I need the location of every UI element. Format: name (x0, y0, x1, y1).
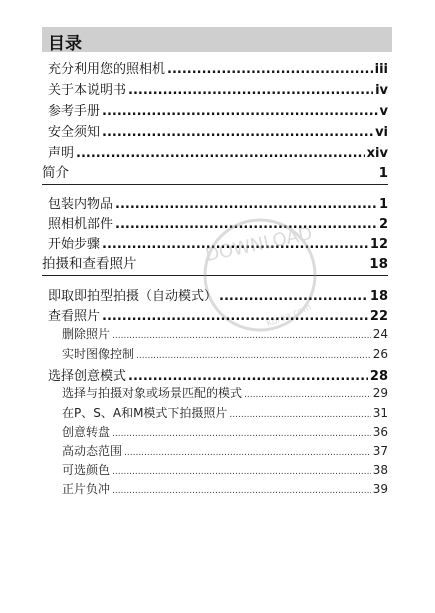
watermark-text-1: DOWNLOAD (203, 223, 315, 267)
dot-leader (229, 410, 370, 420)
toc-entry[interactable] (48, 121, 388, 140)
section-page: 1 (378, 165, 388, 181)
toc-header-bar (42, 27, 392, 52)
entry-title: 开始步骤 (48, 237, 101, 252)
subentry-page: 39 (372, 482, 388, 496)
toc-subentry[interactable] (62, 480, 388, 497)
toc-title: 目录 (48, 34, 82, 54)
entry-page: iii (374, 62, 388, 77)
toc-subentry[interactable] (62, 404, 388, 421)
toc-subentry[interactable] (62, 325, 388, 342)
entry-title: 照相机部件 (48, 217, 114, 232)
entry-page: 18 (369, 289, 388, 304)
entry-title: 选择创意模式 (48, 369, 127, 384)
toc-entry[interactable] (48, 79, 388, 98)
toc-subentry[interactable] (62, 345, 388, 362)
subentry-page: 31 (372, 406, 388, 420)
entry-title: 关于本说明书 (48, 83, 127, 98)
dot-leader (76, 146, 365, 161)
toc-subentry[interactable] (62, 461, 388, 478)
dot-leader (124, 448, 371, 458)
section-title: 拍摄和查看照片 (42, 256, 137, 272)
entry-page: iv (375, 83, 388, 98)
entry-title: 查看照片 (48, 309, 101, 324)
dot-leader (136, 351, 371, 361)
subentry-page: 36 (372, 425, 388, 439)
entry-title: 安全须知 (48, 125, 101, 140)
dot-leader (128, 369, 368, 384)
dot-leader (219, 289, 368, 304)
entry-title: 即取即拍型拍摄（自动模式） (48, 289, 218, 304)
dot-leader (167, 62, 373, 77)
subentry-title: 创意转盘 (62, 425, 111, 439)
toc-subentry[interactable] (62, 384, 388, 401)
entry-title: 充分利用您的照相机 (48, 62, 166, 77)
subentry-page: 29 (372, 386, 388, 400)
toc-entry[interactable] (48, 365, 388, 384)
toc-entry[interactable] (48, 305, 388, 324)
dot-leader (112, 486, 371, 496)
dot-leader (112, 429, 371, 439)
toc-entry[interactable] (48, 285, 388, 304)
subentry-title: 实时图像控制 (62, 347, 135, 361)
entry-page: 1 (378, 197, 388, 212)
entry-title: 参考手册 (48, 104, 101, 119)
entry-title: 包装内物品 (48, 197, 114, 212)
dot-leader (102, 309, 368, 324)
subentry-title: 可选颜色 (62, 463, 111, 477)
dot-leader (128, 83, 373, 98)
watermark-text-2: Korea.com (265, 302, 314, 330)
entry-title: 声明 (48, 146, 75, 161)
subentry-page: 37 (372, 444, 388, 458)
subentry-title: 删除照片 (62, 327, 111, 341)
subentry-title: 在P、S、A和M模式下拍摄照片 (62, 406, 228, 420)
subentry-title: 正片负冲 (62, 482, 111, 496)
dot-leader (244, 390, 371, 400)
subentry-page: 38 (372, 463, 388, 477)
dot-leader (102, 104, 378, 119)
section-page: 18 (369, 256, 388, 272)
toc-entry[interactable] (48, 142, 388, 161)
dot-leader (112, 467, 371, 477)
entry-page: 2 (378, 217, 388, 232)
entry-page: v (379, 104, 388, 119)
subentry-page: 26 (372, 347, 388, 361)
dot-leader (102, 125, 373, 140)
entry-page: 22 (369, 309, 388, 324)
toc-subentry[interactable] (62, 423, 388, 440)
dot-leader (112, 331, 371, 341)
subentry-title: 选择与拍摄对象或场景匹配的模式 (62, 386, 243, 400)
entry-page: 28 (369, 369, 388, 384)
subentry-page: 24 (372, 327, 388, 341)
toc-entry[interactable] (48, 58, 388, 77)
toc-subentry[interactable] (62, 442, 388, 459)
section-title: 简介 (42, 165, 69, 181)
section-heading[interactable] (42, 162, 388, 185)
entry-page: xiv (366, 146, 388, 161)
entry-page: vi (375, 125, 388, 140)
subentry-title: 高动态范围 (62, 444, 123, 458)
entry-page: 12 (369, 237, 388, 252)
toc-entry[interactable] (48, 100, 388, 119)
